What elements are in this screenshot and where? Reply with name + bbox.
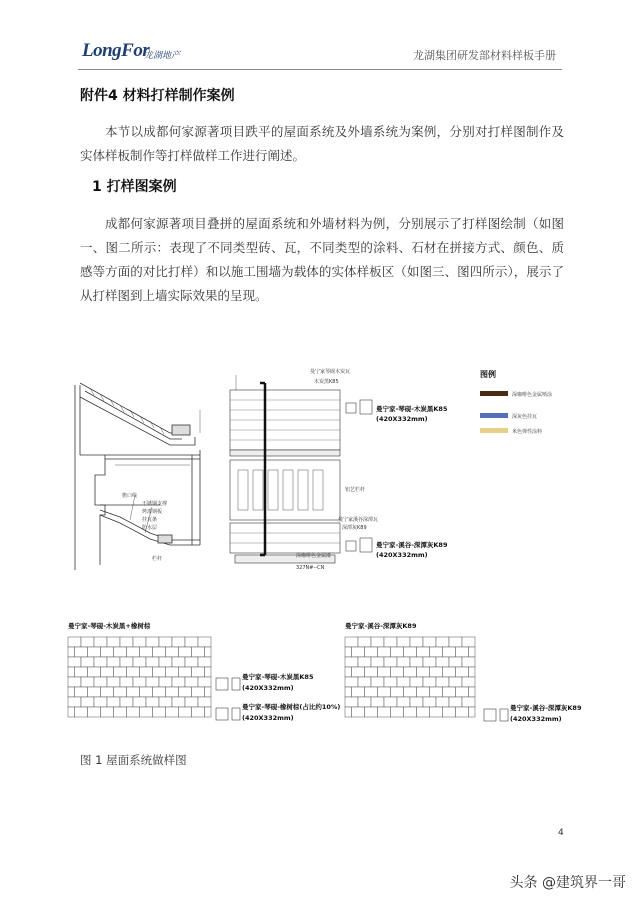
tile — [94, 677, 107, 687]
tile — [384, 657, 397, 667]
elev-note-6: 深咖啡色金属漆 — [296, 553, 332, 559]
tile — [81, 697, 94, 707]
tile — [146, 697, 159, 707]
legend-label-3: 米色弹性涂料 — [512, 429, 543, 435]
tile — [352, 687, 365, 697]
tile — [68, 697, 81, 707]
elev-label-bottom-size: (420X332mm) — [376, 551, 428, 559]
elev-label-top: 曼宁家-琴砚-木炭黑K85 — [376, 405, 448, 413]
tile — [378, 667, 391, 677]
tile — [404, 667, 417, 677]
tile — [127, 667, 140, 677]
tile — [198, 657, 211, 667]
elev-label-bottom: 曼宁家-溪谷-深潭灰K89 — [376, 541, 448, 549]
tile — [417, 667, 430, 677]
tile — [423, 637, 436, 647]
tile — [172, 697, 185, 707]
tile — [166, 707, 179, 717]
tile — [114, 707, 127, 717]
tile — [94, 637, 107, 647]
elev-note-2: 木炭黑K85 — [314, 379, 339, 385]
tile — [101, 687, 114, 697]
tile — [423, 697, 436, 707]
tile — [198, 637, 211, 647]
tile — [68, 677, 81, 687]
legend-swatch-3 — [480, 428, 508, 433]
tile — [443, 667, 456, 677]
tile — [114, 647, 127, 657]
tile — [159, 657, 172, 667]
tile — [391, 687, 404, 697]
tile — [456, 667, 469, 677]
tile — [81, 677, 94, 687]
tile — [456, 707, 469, 717]
tile — [120, 697, 133, 707]
tile — [436, 677, 449, 687]
tile — [81, 637, 94, 647]
tile — [205, 707, 212, 717]
tile — [146, 677, 159, 687]
tile — [153, 647, 166, 657]
tile — [462, 677, 475, 687]
tile — [410, 637, 423, 647]
elev-note-3: 铝艺栏杆 — [345, 487, 366, 493]
tile — [384, 697, 397, 707]
tile — [378, 647, 391, 657]
tile — [423, 677, 436, 687]
tile-swatch-3 — [484, 709, 508, 721]
tile — [185, 637, 198, 647]
tile — [107, 677, 120, 687]
tile — [88, 647, 101, 657]
tile — [140, 647, 153, 657]
body-paragraph: 成都何家源著项目叠拼的屋面系统和外墙材料为例，分别展示了打样图绘制（如图一、图二所示：表现了不同类型砖、瓦，不同类型的涂料、石材在拼接方式、颜色、质感等方面的对比打样）和以施工围墙为载体的实体样板区（如图三、图四所示），展示了从打样图到上墙实际效果的呈现。 — [80, 216, 564, 303]
tile — [397, 677, 410, 687]
tile — [417, 647, 430, 657]
tile — [68, 707, 75, 717]
tile — [391, 647, 404, 657]
elev-tile-swatch-top — [346, 400, 372, 414]
tile — [469, 647, 476, 657]
tile — [120, 657, 133, 667]
section-note-4: 挂瓦条 — [142, 517, 158, 523]
tile — [68, 657, 81, 667]
tile — [159, 637, 172, 647]
tile — [352, 647, 365, 657]
logo-cn-text: 龙湖地产 — [144, 51, 181, 61]
tile — [456, 687, 469, 697]
tile — [192, 667, 205, 677]
tile — [345, 707, 352, 717]
tile — [185, 657, 198, 667]
tile — [397, 697, 410, 707]
tile — [462, 697, 475, 707]
tile — [371, 657, 384, 667]
tile — [133, 657, 146, 667]
tile — [68, 637, 81, 647]
tile — [75, 667, 88, 677]
tile — [88, 687, 101, 697]
tile — [101, 707, 114, 717]
tile — [358, 677, 371, 687]
tile — [205, 647, 212, 657]
tile — [114, 687, 127, 697]
elev-label-top-size: (420X332mm) — [376, 415, 428, 423]
tile — [198, 697, 211, 707]
tile — [410, 677, 423, 687]
tile — [140, 667, 153, 677]
tile — [365, 687, 378, 697]
section-note-6: 栏杆 — [152, 556, 163, 562]
tile — [365, 707, 378, 717]
section-note-3: 烤漆钢板 — [142, 509, 163, 515]
tile — [352, 667, 365, 677]
tile — [469, 707, 476, 717]
intro-paragraph: 本节以成都何家源著项目跌平的屋面系统及外墙系统为案例，分别对打样图制作及实体样板制作等打样做样工作进行阐述。 — [80, 124, 564, 163]
elev-note-5: 深潭灰K89 — [342, 525, 367, 531]
tile — [397, 637, 410, 647]
section-note-5: 防水层 — [142, 525, 158, 531]
tile — [153, 687, 166, 697]
tile — [107, 657, 120, 667]
tile-swatch-1 — [216, 678, 240, 690]
tile — [436, 697, 449, 707]
elev-note-4: 曼宁家溪谷深潭瓦 — [338, 517, 379, 523]
roof-system-figure — [60, 355, 600, 750]
elev-code: 327N#--CN — [296, 565, 325, 571]
tile — [391, 707, 404, 717]
tile — [469, 667, 476, 677]
tile-label-1: 曼宁家-琴砚-木炭黑K85 — [242, 673, 314, 681]
tile — [146, 657, 159, 667]
tile — [198, 677, 211, 687]
tile — [153, 667, 166, 677]
header-rule — [78, 69, 562, 70]
tile — [75, 687, 88, 697]
tile — [192, 687, 205, 697]
elevation-drawing — [230, 375, 340, 563]
tile — [88, 667, 101, 677]
tile — [449, 677, 462, 687]
tile-label-2: 曼宁家-琴砚-橡树棕(占比约10%) — [242, 703, 341, 711]
elev-note-1: 曼宁家琴砚木炭瓦 — [310, 369, 351, 375]
tile — [94, 697, 107, 707]
tile — [358, 657, 371, 667]
legend-title: 图例 — [480, 370, 496, 379]
tile — [101, 667, 114, 677]
tile — [443, 707, 456, 717]
tile — [120, 637, 133, 647]
tile-label-1-size: (420X332mm) — [242, 684, 294, 692]
tile — [81, 657, 94, 667]
tile — [179, 667, 192, 677]
tile — [153, 707, 166, 717]
tile — [159, 697, 172, 707]
tile — [205, 687, 212, 697]
tile — [166, 687, 179, 697]
tile — [365, 647, 378, 657]
tile — [462, 657, 475, 667]
tile — [140, 707, 153, 717]
page-number: 4 — [558, 828, 564, 838]
tile — [68, 647, 75, 657]
tile — [436, 657, 449, 667]
tile — [384, 677, 397, 687]
tile-swatch-2 — [216, 708, 240, 720]
tile — [436, 637, 449, 647]
tile — [172, 637, 185, 647]
tile — [443, 687, 456, 697]
tile — [345, 647, 352, 657]
legend-swatch-2 — [480, 413, 508, 418]
watermark: 头条 @建筑界一哥 — [509, 875, 626, 891]
tile — [107, 697, 120, 707]
tile — [365, 667, 378, 677]
tile — [146, 637, 159, 647]
tile — [75, 707, 88, 717]
tile-grid-left — [68, 637, 211, 717]
tile-label-3: 曼宁家-溪谷-深潭灰K89 — [510, 704, 582, 712]
tile — [166, 667, 179, 677]
tile — [352, 707, 365, 717]
tile — [133, 677, 146, 687]
tile — [68, 667, 75, 677]
tile — [423, 657, 436, 667]
tile — [133, 637, 146, 647]
tile — [185, 697, 198, 707]
tile — [358, 637, 371, 647]
tile — [404, 647, 417, 657]
panel-right-title: 曼宁家-溪谷-深潭灰K89 — [345, 622, 417, 630]
tile — [449, 697, 462, 707]
tile — [192, 647, 205, 657]
tile-label-2-size: (420X332mm) — [242, 714, 294, 722]
tile — [127, 687, 140, 697]
tile — [391, 667, 404, 677]
tile — [179, 707, 192, 717]
document-title: 龙湖集团研发部材料样板手册 — [413, 49, 556, 62]
tile — [133, 697, 146, 707]
tile — [68, 687, 75, 697]
figure-caption: 图 1 屋面系统做样图 — [80, 753, 187, 767]
tile — [120, 677, 133, 687]
tile — [88, 707, 101, 717]
section-drawing — [75, 383, 200, 570]
tile — [166, 647, 179, 657]
tile — [179, 647, 192, 657]
subsection-title: 1 打样图案例 — [92, 179, 177, 195]
tile — [192, 707, 205, 717]
tile — [430, 667, 443, 677]
tile — [417, 707, 430, 717]
tile — [378, 707, 391, 717]
tile-grid-right — [345, 637, 475, 717]
tile — [205, 667, 212, 677]
legend-swatch-1 — [480, 391, 508, 396]
tile — [75, 647, 88, 657]
tile-label-3-size: (420X332mm) — [510, 715, 562, 723]
tile — [114, 667, 127, 677]
tile — [378, 687, 391, 697]
tile — [384, 637, 397, 647]
tile — [410, 657, 423, 667]
tile — [358, 697, 371, 707]
tile — [345, 667, 352, 677]
tile — [430, 707, 443, 717]
tile — [397, 657, 410, 667]
tile — [140, 687, 153, 697]
section-note-2: 不锈钢支撑 — [142, 501, 168, 507]
tile — [159, 677, 172, 687]
panel-left-title: 曼宁家-琴砚-木炭黑+橡树棕 — [68, 622, 151, 630]
tile — [462, 637, 475, 647]
logo: LongFor — [82, 40, 150, 61]
tile — [179, 687, 192, 697]
tile — [371, 697, 384, 707]
tile — [101, 647, 114, 657]
tile — [345, 687, 352, 697]
tile — [456, 647, 469, 657]
tile — [430, 647, 443, 657]
tile — [404, 687, 417, 697]
tile — [127, 647, 140, 657]
tile — [94, 657, 107, 667]
tile — [371, 677, 384, 687]
tile — [345, 697, 358, 707]
legend-label-2: 深灰色挂瓦 — [512, 414, 538, 420]
tile — [417, 687, 430, 697]
tile — [449, 657, 462, 667]
tile — [345, 677, 358, 687]
legend-label-1: 深咖啡色金属喷涂 — [512, 392, 553, 398]
tile — [430, 687, 443, 697]
tile — [410, 697, 423, 707]
tile — [172, 657, 185, 667]
tile — [172, 677, 185, 687]
tile — [449, 637, 462, 647]
tile — [371, 637, 384, 647]
tile — [469, 687, 476, 697]
tile — [443, 647, 456, 657]
tile — [107, 637, 120, 647]
tile — [345, 657, 358, 667]
section-note-1: 檐口线 — [122, 493, 138, 499]
section-title: 附件4 材料打样制作案例 — [80, 88, 235, 104]
tile — [185, 677, 198, 687]
tile — [345, 637, 358, 647]
elev-tile-swatch-bottom — [346, 538, 372, 552]
tile — [404, 707, 417, 717]
tile — [127, 707, 140, 717]
